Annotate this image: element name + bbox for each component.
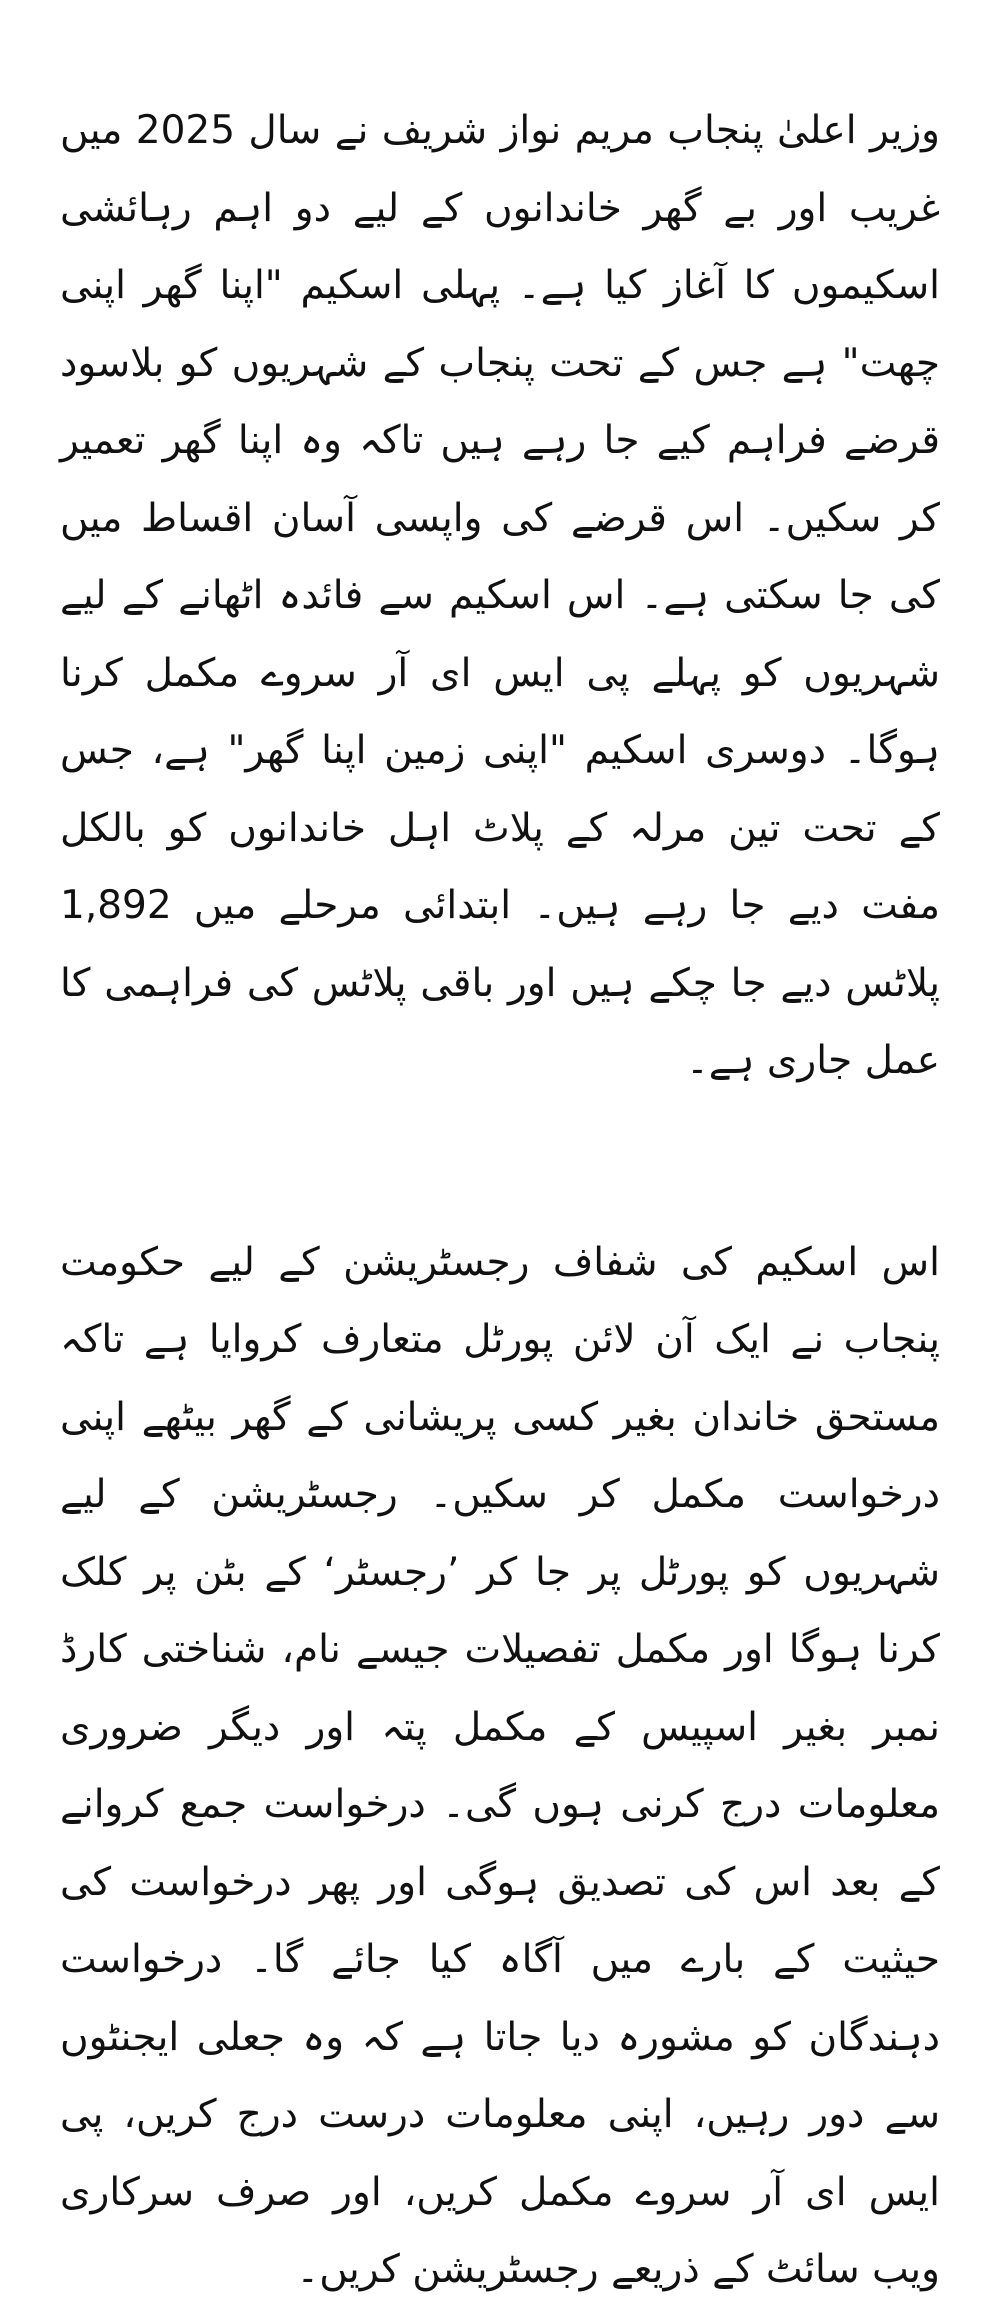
paragraph-housing-schemes: وزیر اعلیٰ پنجاب مریم نواز شریف نے سال 2025 میں غریب اور بے گھر خاندانوں کے لیے دو اہم رہائشی اسکیموں کا آغاز کیا ہے۔ پہلی اسکیم "اپنا گھر اپنی چھت" ہے جس کے تحت پنجاب کے شہریوں کو بلاسود قرضے فراہم کیے جا رہے ہیں تاکہ وہ اپنا گھر تعمیر کر سکیں۔ اس قرضے کی واپسی آسان اقساط میں کی جا سکتی ہے۔ اس اسکیم سے فائدہ اٹھانے کے لیے شہریوں کو پہلے پی ایس ای آر سروے مکمل کرنا ہوگا۔ دوسری اسکیم "اپنی زمین اپنا گھر" ہے، جس کے تحت تین مرلہ کے پلاٹ اہل خاندانوں کو بالکل مفت دیے جا رہے ہیں۔ ابتدائی مرحلے میں 1,892 پلاٹس دیے جا چکے ہیں اور باقی پلاٹس کی فراہمی کا عمل جاری ہے۔: [60, 108, 940, 1083]
paragraph-online-registration: اس اسکیم کی شفاف رجسٹریشن کے لیے حکومت پنجاب نے ایک آن لائن پورٹل متعارف کروایا ہے تاکہ مستحق خاندان بغیر کسی پریشانی کے گھر بیٹھے اپنی درخواست مکمل کر سکیں۔ رجسٹریشن کے لیے شہریوں کو پورٹل پر جا کر ’رجسٹر‘ کے بٹن پر کلک کرنا ہوگا اور مکمل تفصیلات جیسے نام، شناختی کارڈ نمبر بغیر اسپیس کے مکمل پتہ اور دیگر ضروری معلومات درج کرنی ہوں گی۔ درخواست جمع کروانے کے بعد اس کی تصدیق ہوگی اور پھر درخواست کی حیثیت کے بارے میں آگاہ کیا جائے گا۔ درخواست دہندگان کو مشورہ دیا جاتا ہے کہ وہ جعلی ایجنٹوں سے دور رہیں، اپنی معلومات درست درج کریں، پی ایس ای آر سروے مکمل کریں، اور صرف سرکاری ویب سائٹ کے ذریعے رجسٹریشن کریں۔: [60, 1239, 940, 2292]
article-body: [60, 92, 940, 2309]
